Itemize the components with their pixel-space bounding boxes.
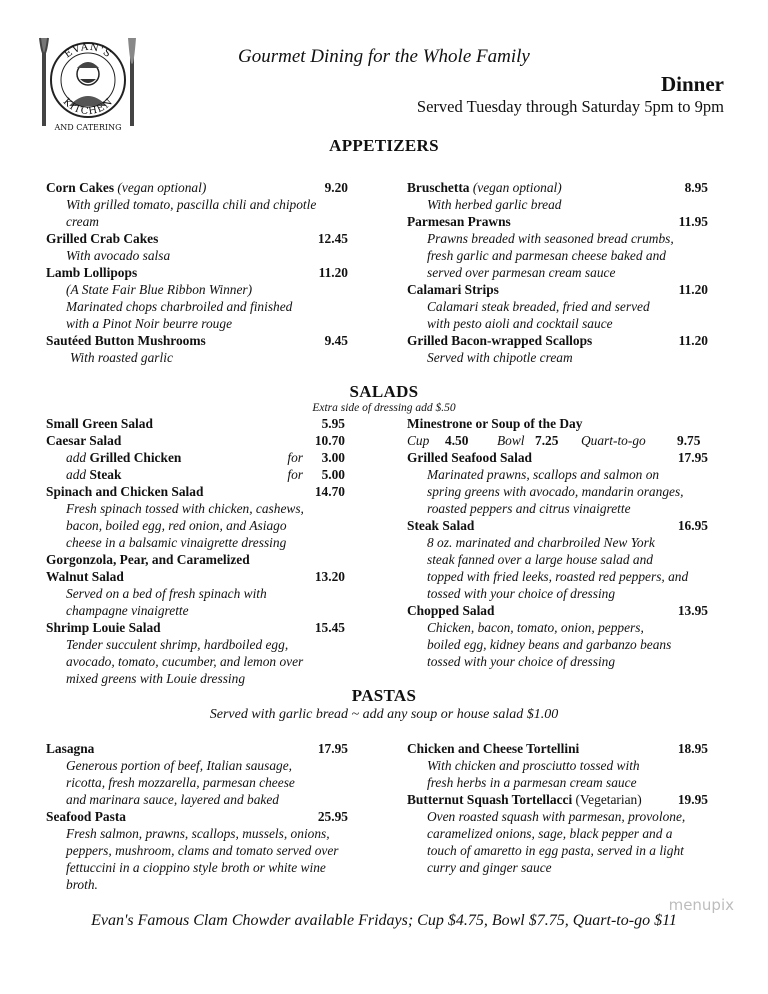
menu-item: Seafood Pasta 25.95 [46, 809, 348, 824]
salads-left-column [46, 415, 345, 687]
salads-right-column [407, 415, 708, 670]
item-description: touch of amaretto in egg pasta, served in a light [427, 843, 684, 858]
item-description: ricotta, fresh mozzarella, parmesan cheese [66, 775, 295, 790]
service-hours: Served Tuesday through Saturday 5pm to 9pm [416, 97, 724, 116]
restaurant-logo [36, 30, 140, 134]
appetizers-right-column [407, 179, 708, 366]
tagline: Gourmet Dining for the Whole Family [238, 46, 530, 67]
menu-item: Butternut Squash Tortellacci (Vegetarian) 19.95 [407, 792, 708, 807]
item-description: Served on a bed of fresh spinach with [66, 586, 267, 601]
salads-heading: SALADS [349, 382, 419, 401]
menu-item: Grilled Bacon-wrapped Scallops 11.20 [407, 333, 708, 348]
item-description: curry and ginger sauce [427, 860, 552, 875]
item-description: With chicken and prosciutto tossed with [427, 758, 640, 773]
item-description: Tender succulent shrimp, hardboiled egg, [66, 637, 289, 652]
item-description: (A State Fair Blue Ribbon Winner) [66, 282, 253, 297]
item-description: With avocado salsa [66, 248, 171, 263]
watermark: menupix [668, 896, 734, 914]
item-description: Marinated chops charbroiled and finished [66, 299, 293, 314]
menu-item: Steak Salad 16.95 [407, 518, 708, 533]
item-description: broth. [66, 877, 98, 892]
pastas-left-column [46, 740, 348, 893]
menu-item: Lasagna 17.95 [46, 741, 348, 756]
menu-item: Gorgonzola, Pear, and Caramelized [46, 552, 250, 567]
item-description: spring greens with avocado, mandarin oranges, [427, 484, 684, 499]
item-description: cheese in a balsamic vinaigrette dressing [66, 535, 287, 550]
add-on-option: add Steak for 5.00 [66, 467, 345, 482]
item-description: bacon, boiled egg, red onion, and Asiago [66, 518, 287, 533]
item-description: Marinated prawns, scallops and salmon on [427, 467, 660, 482]
pastas-heading: PASTAS [351, 686, 417, 705]
menu-item: Calamari Strips 11.20 [407, 282, 708, 297]
menu-item: Parmesan Prawns 11.95 [407, 214, 708, 229]
item-description: roasted peppers and citrus vinaigrette [427, 501, 631, 516]
menu-item: Chopped Salad 13.95 [407, 603, 708, 618]
page-title: Dinner [661, 72, 724, 96]
item-description: With herbed garlic bread [427, 197, 562, 212]
menu-item: Grilled Crab Cakes 12.45 [46, 231, 348, 246]
item-description: with pesto aioli and cocktail sauce [427, 316, 613, 331]
item-description: tossed with your choice of dressing [427, 654, 616, 669]
menu-item: Corn Cakes (vegan optional) 9.20 [46, 180, 348, 195]
item-description: fettuccini in a cioppino style broth or white wine [66, 860, 326, 875]
item-description: Fresh salmon, prawns, scallops, mussels, onions, [66, 826, 330, 841]
item-description: Generous portion of beef, Italian sausage, [66, 758, 293, 773]
item-description: peppers, mushroom, clams and tomato served over [66, 843, 339, 858]
menu-item: Minestrone or Soup of the Day [407, 416, 583, 431]
appetizers-heading: APPETIZERS [329, 136, 439, 155]
item-description: fresh herbs in a parmesan cream sauce [427, 775, 637, 790]
item-description: With roasted garlic [70, 350, 173, 365]
menu-item: Grilled Seafood Salad 17.95 [407, 450, 708, 465]
add-on-option: add Grilled Chicken for 3.00 [66, 450, 345, 465]
item-description: fresh garlic and parmesan cheese baked and [427, 248, 666, 263]
item-description: Served with chipotle cream [427, 350, 573, 365]
item-description: With grilled tomato, pascilla chili and chipotle cream [66, 197, 317, 229]
item-description: Oven roasted squash with parmesan, provolone, [427, 809, 686, 824]
item-description: avocado, tomato, cucumber, and lemon over [66, 654, 304, 669]
pastas-right-column [407, 740, 708, 876]
soup-sizes: Cup 4.50 Bowl 7.25 Quart-to-go 9.75 [407, 433, 701, 448]
item-description: and marinara sauce, layered and baked [66, 792, 279, 807]
item-description: served over parmesan cream sauce [427, 265, 616, 280]
menu-item: Caesar Salad 10.70 [46, 433, 345, 448]
svg-text:EVAN'S: EVAN'S [62, 41, 114, 61]
menu-item: Chicken and Cheese Tortellini 18.95 [407, 741, 708, 756]
menu-item: Small Green Salad 5.95 [46, 416, 345, 431]
menu-item: Bruschetta (vegan optional) 8.95 [407, 180, 708, 195]
item-description: caramelized onions, sage, black pepper and a [427, 826, 673, 841]
salads-note: Extra side of dressing add $.50 [312, 402, 456, 414]
appetizers-left-column [46, 179, 348, 366]
item-description: Fresh spinach tossed with chicken, cashews, [66, 501, 304, 516]
item-description: Prawns breaded with seasoned bread crumbs, [427, 231, 674, 246]
item-description: topped with fried leeks, roasted red peppers, and [427, 569, 689, 584]
menu-item: Spinach and Chicken Salad 14.70 [46, 484, 345, 499]
item-description: Chicken, bacon, tomato, onion, peppers, [427, 620, 644, 635]
pastas-note: Served with garlic bread ~ add any soup or house salad $1.00 [209, 707, 559, 722]
menu-item: Sautéed Button Mushrooms 9.45 [46, 333, 348, 348]
item-description: tossed with your choice of dressing [427, 586, 616, 601]
item-description: mixed greens with Louie dressing [66, 671, 246, 686]
menu-item: Lamb Lollipops 11.20 [46, 265, 348, 280]
menu-item: Shrimp Louie Salad 15.45 [46, 620, 345, 635]
svg-text:KITCHEN: KITCHEN [60, 96, 116, 118]
item-description: 8 oz. marinated and charbroiled New York [427, 535, 655, 550]
item-description: with a Pinot Noir beurre rouge [66, 316, 233, 331]
menu-item: Walnut Salad 13.20 [46, 569, 345, 584]
item-description: boiled egg, kidney beans and garbanzo beans [427, 637, 672, 652]
item-description: steak fanned over a large house salad and [427, 552, 653, 567]
item-description: champagne vinaigrette [66, 603, 189, 618]
footer-note: Evan's Famous Clam Chowder available Fridays; Cup $4.75, Bowl $7.75, Quart-to-go $11 [91, 912, 677, 929]
logo-subtitle: AND CATERING [54, 123, 122, 132]
item-description: Calamari steak breaded, fried and served [427, 299, 650, 314]
